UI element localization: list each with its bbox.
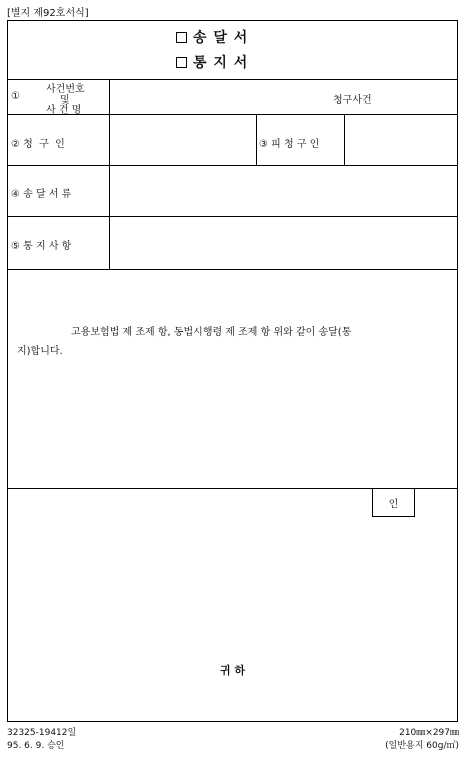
form-number: [별지 제92호서식] [7, 8, 89, 19]
body-text-line1: 고용보험법 제 조제 항, 동법시행령 제 조제 항 위와 같이 송달(통 [71, 327, 352, 338]
notice-label: ⑤ 통 지 사 항 [11, 241, 72, 252]
seal-box[interactable] [372, 488, 415, 517]
claimant-label: ② 청 구 인 [11, 139, 65, 150]
checkbox-square-icon[interactable] [176, 57, 187, 68]
title-line-1: 송 달 서 [176, 27, 248, 47]
checkbox-square-icon[interactable] [176, 32, 187, 43]
case-label-line2: 및 [60, 95, 70, 106]
claimant-field[interactable] [110, 115, 255, 164]
case-label-line3: 사 건 명 [46, 105, 82, 116]
footer-paper-type: (일반용지 60g/㎡) [385, 741, 459, 751]
case-label-line1: 사건번호 [46, 84, 85, 95]
footer-approval-number: 32325-19412일 [7, 728, 77, 738]
title-line-2: 통 지 서 [176, 52, 248, 72]
notice-field[interactable] [110, 217, 457, 268]
documents-label: ④ 송 달 서 류 [11, 189, 72, 200]
recipient-label: 귀 하 [220, 664, 246, 677]
divider [8, 269, 457, 270]
footer-approval-date: 95. 6. 9. 승인 [7, 741, 65, 751]
footer-paper-size: 210㎜×297㎜ [399, 728, 459, 738]
body-text-line2: 지)합니다. [17, 346, 63, 357]
document-form [7, 20, 458, 722]
documents-field[interactable] [110, 166, 457, 215]
seal-label: 인 [388, 499, 399, 510]
case-label-number: ① [11, 91, 20, 102]
divider [256, 114, 257, 165]
respondent-field[interactable] [345, 115, 457, 164]
case-value[interactable]: 청구사건 [333, 95, 372, 106]
respondent-label: ③ 피 청 구 인 [259, 139, 320, 150]
